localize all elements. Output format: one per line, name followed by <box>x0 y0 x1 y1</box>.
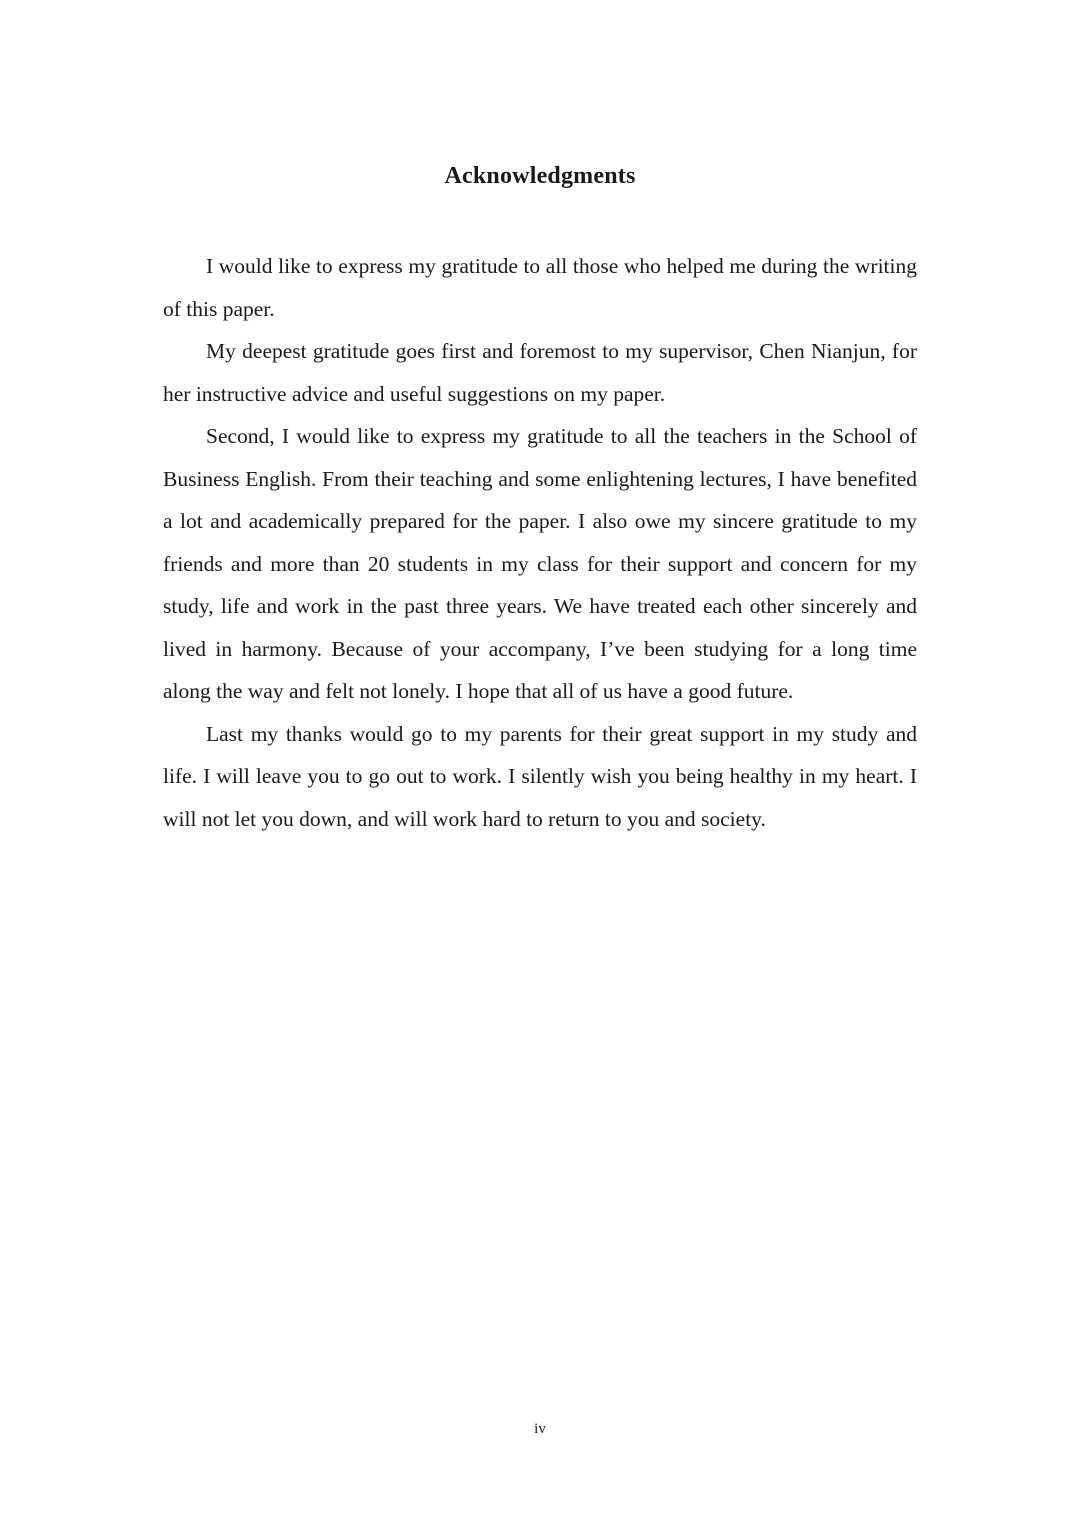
acknowledgments-body <box>163 245 917 840</box>
paragraph-supervisor: My deepest gratitude goes first and foremost to my supervisor, Chen Nianjun, for her instructive advice and useful suggestions on my paper. <box>163 339 917 406</box>
page-number: iv <box>534 1421 546 1437</box>
paragraph-parents: Last my thanks would go to my parents for their great support in my study and life. I will leave you to go out to work. I silently wish you being healthy in my heart. I will not let you down, and will work hard to return to you and society. <box>163 721 917 831</box>
page-title: Acknowledgments <box>444 163 636 190</box>
paragraph-teachers-friends: Second, I would like to express my gratitude to all the teachers in the School of Business English. From their teaching and some enlightening lectures, I have benefited a lot and academically prepared for the paper. I also owe my sincere gratitude to my friends and more than 20 students in my class for their support and concern for my study, life and work in the past three years. We have treated each other sincerely and lived in harmony. Because of your accompany, I’ve been studying for a long time along the way and felt not lonely. I hope that all of us have a good future. <box>163 424 917 703</box>
paragraph-gratitude-all: I would like to express my gratitude to all those who helped me during the writing of this paper. <box>163 254 917 321</box>
